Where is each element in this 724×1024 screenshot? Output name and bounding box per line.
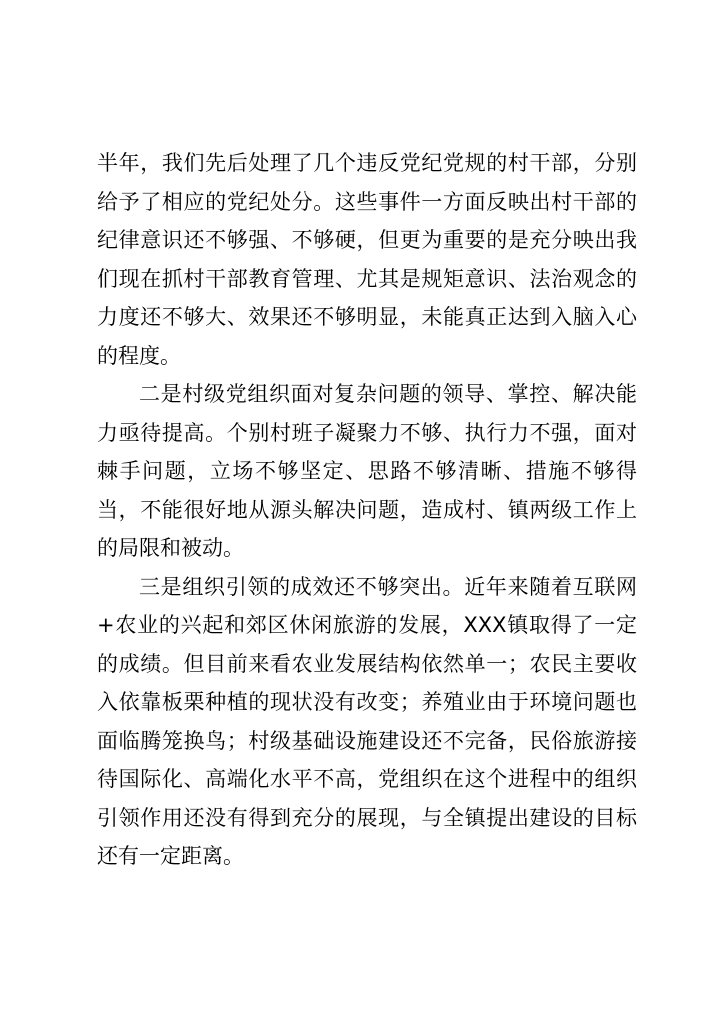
paragraph-organizational-guidance: 三是组织引领的成效还不够突出。近年来随着互联网+农业的兴起和郊区休闲旅游的发展，XXX镇取得了一定的成绩。但目前来看农业发展结构依然单一；农民主要收入依靠板栗种植的现状没有改变；养殖业由于环境问题也面临腾笼换鸟；村级基础设施建设还不完备，民俗旅游接待国际化、高端化水平不高，党组织在这个进程中的组织引领作用还没有得到充分的展现，与全镇提出建设的目标还有一定距离。: [97, 574, 637, 868]
paragraph-leadership-ability: 二是村级党组织面对复杂问题的领导、掌控、解决能力亟待提高。个别村班子凝聚力不够、执行力不强，面对棘手问题，立场不够坚定、思路不够清晰、措施不够得当，不能很好地从源头解决问题，造成村、镇两级工作上的局限和被动。: [97, 382, 637, 560]
paragraph-discipline-awareness: 半年，我们先后处理了几个违反党纪党规的村干部，分别给予了相应的党纪处分。这些事件一方面反映出村干部的纪律意识还不够强、不够硬，但更为重要的是充分映出我们现在抓村干部教育管理、尤其是规矩意识、法治观念的力度还不够大、效果还不够明显，未能真正达到入脑入心的程度。: [97, 151, 637, 368]
document-body: [97, 144, 637, 876]
